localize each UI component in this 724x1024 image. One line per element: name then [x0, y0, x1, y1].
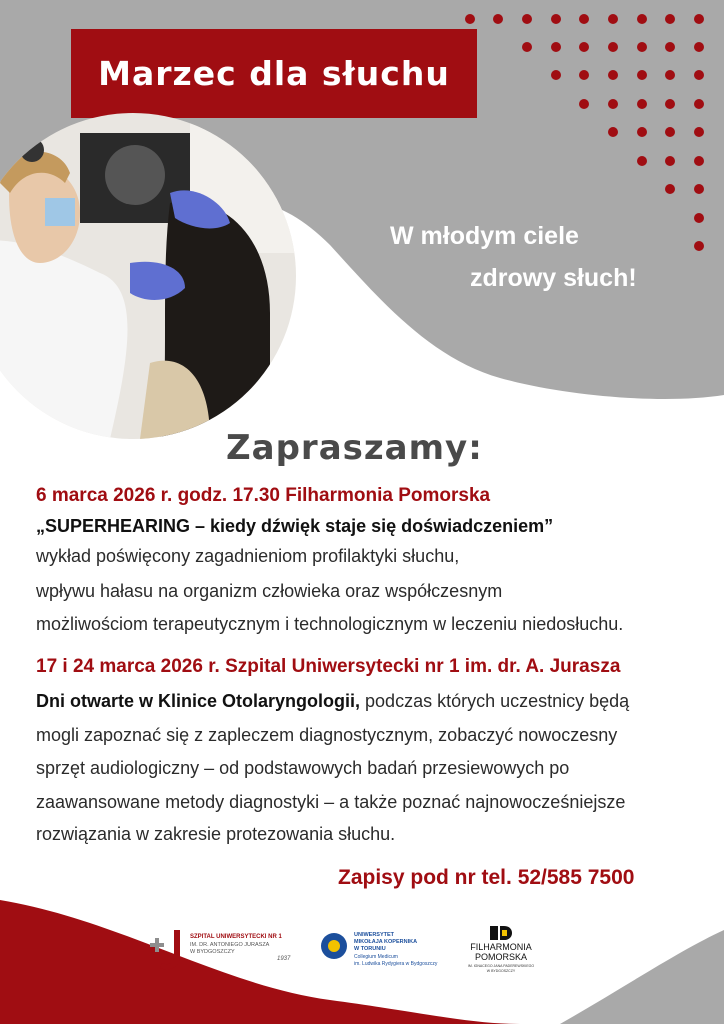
decor-dot — [551, 14, 561, 24]
slogan-line2: zdrowy słuch! — [470, 264, 637, 292]
university-logo — [320, 930, 450, 980]
decor-dot — [694, 70, 704, 80]
title-banner — [71, 29, 477, 118]
decor-dot — [694, 14, 704, 24]
philharmonic-logo — [466, 926, 546, 982]
invite-heading: Zapraszamy: — [226, 428, 483, 468]
decor-dot — [694, 184, 704, 194]
decor-dot — [522, 42, 532, 52]
event1-title: „SUPERHEARING – kiedy dźwięk staje się doświadczeniem” — [36, 516, 554, 536]
university-line1: UNIWERSYTET — [354, 932, 395, 938]
event2-title: Dni otwarte w Klinice Otolaryngologii, — [36, 691, 361, 711]
hospital-name: SZPITAL UNIWERSYTECKI NR 1 — [190, 934, 282, 940]
decor-dot — [465, 14, 475, 24]
decor-dot — [637, 14, 647, 24]
decor-dot — [637, 127, 647, 137]
university-line3: W TORUNIU — [354, 946, 386, 952]
philharmonic-line2: POMORSKA — [474, 952, 527, 962]
decor-dot — [579, 70, 589, 80]
decor-dot — [637, 70, 647, 80]
decor-dot — [665, 70, 675, 80]
decor-dot — [551, 70, 561, 80]
university-emblem-icon — [320, 932, 348, 960]
decor-dot — [665, 156, 675, 166]
decor-dot — [665, 184, 675, 194]
decor-dot — [608, 127, 618, 137]
decor-dot — [694, 241, 704, 251]
decor-dot — [694, 127, 704, 137]
event2-desc-first: podczas których uczestnicy będą — [360, 691, 630, 711]
event1-desc-line: wpływu hałasu na organizm człowieka oraz współczesnym — [36, 581, 503, 601]
hospital-emblem-icon — [150, 928, 190, 974]
decor-dot — [694, 213, 704, 223]
hospital-city: W BYDGOSZCZY — [190, 949, 235, 955]
event1-desc-line: możliwościom terapeutycznym i technologicznym w leczeniu niedosłuchu. — [36, 614, 624, 634]
philharmonic-line4: W BYDGOSZCZY — [486, 969, 516, 973]
hospital-patron: IM. DR. ANTONIEGO JURASZA — [190, 942, 270, 948]
decor-dot — [579, 14, 589, 24]
decor-dot — [694, 156, 704, 166]
decor-dot — [637, 99, 647, 109]
event2-first-line — [36, 687, 712, 715]
philharmonic-line3: IM. IGNACEGO JANA PADEREWSKIEGO — [467, 964, 535, 968]
event2-desc-line: rozwiązania w zakresie protezowania słuchu. — [36, 824, 396, 844]
decor-dot — [665, 99, 675, 109]
decor-dot — [694, 42, 704, 52]
event2-date: 17 i 24 marca 2026 r. Szpital Uniwersytecki nr 1 im. dr. A. Jurasza — [36, 656, 621, 677]
event2-desc-line: sprzęt audiologiczny – od podstawowych badań przesiewowych po — [36, 758, 570, 778]
decor-dot — [694, 99, 704, 109]
decor-dot — [579, 42, 589, 52]
event2-desc-line: zaawansowane metody diagnostyki – a także poznać najnowocześniejsze — [36, 792, 626, 812]
event1-desc-line: wykład poświęcony zagadnieniom profilaktyki słuchu, — [36, 546, 460, 566]
decor-dot — [522, 14, 532, 24]
decor-dot — [637, 42, 647, 52]
decor-dot — [579, 99, 589, 109]
decor-dot — [608, 70, 618, 80]
university-line5: im. Ludwika Rydygiera w Bydgoszczy — [354, 961, 438, 967]
decor-dot — [608, 99, 618, 109]
decor-dot — [493, 14, 503, 24]
university-line4: Collegium Medicum — [354, 954, 398, 960]
philharmonic-line1: FILHARMONIA — [470, 942, 532, 952]
event2-desc-line: mogli zapoznać się z zapleczem diagnostycznym, zobaczyć nowoczesny — [36, 725, 618, 745]
event1-date: 6 marca 2026 r. godz. 17.30 Filharmonia Pomorska — [36, 485, 491, 506]
university-line2: MIKOŁAJA KOPERNIKA — [354, 939, 418, 945]
page-title: Marzec dla słuchu — [98, 54, 450, 93]
decor-dot — [665, 14, 675, 24]
decor-dot — [665, 127, 675, 137]
slogan-line1: W młodym ciele — [390, 222, 579, 250]
decor-dot — [637, 156, 647, 166]
decor-dot — [665, 42, 675, 52]
hospital-year: 1937 — [277, 956, 291, 962]
hospital-logo — [150, 928, 300, 978]
signup-phone: Zapisy pod nr tel. 52/585 7500 — [338, 866, 635, 889]
decor-dot — [551, 42, 561, 52]
decor-dot — [608, 42, 618, 52]
decor-dot — [608, 14, 618, 24]
philharmonic-emblem-icon — [490, 926, 512, 940]
